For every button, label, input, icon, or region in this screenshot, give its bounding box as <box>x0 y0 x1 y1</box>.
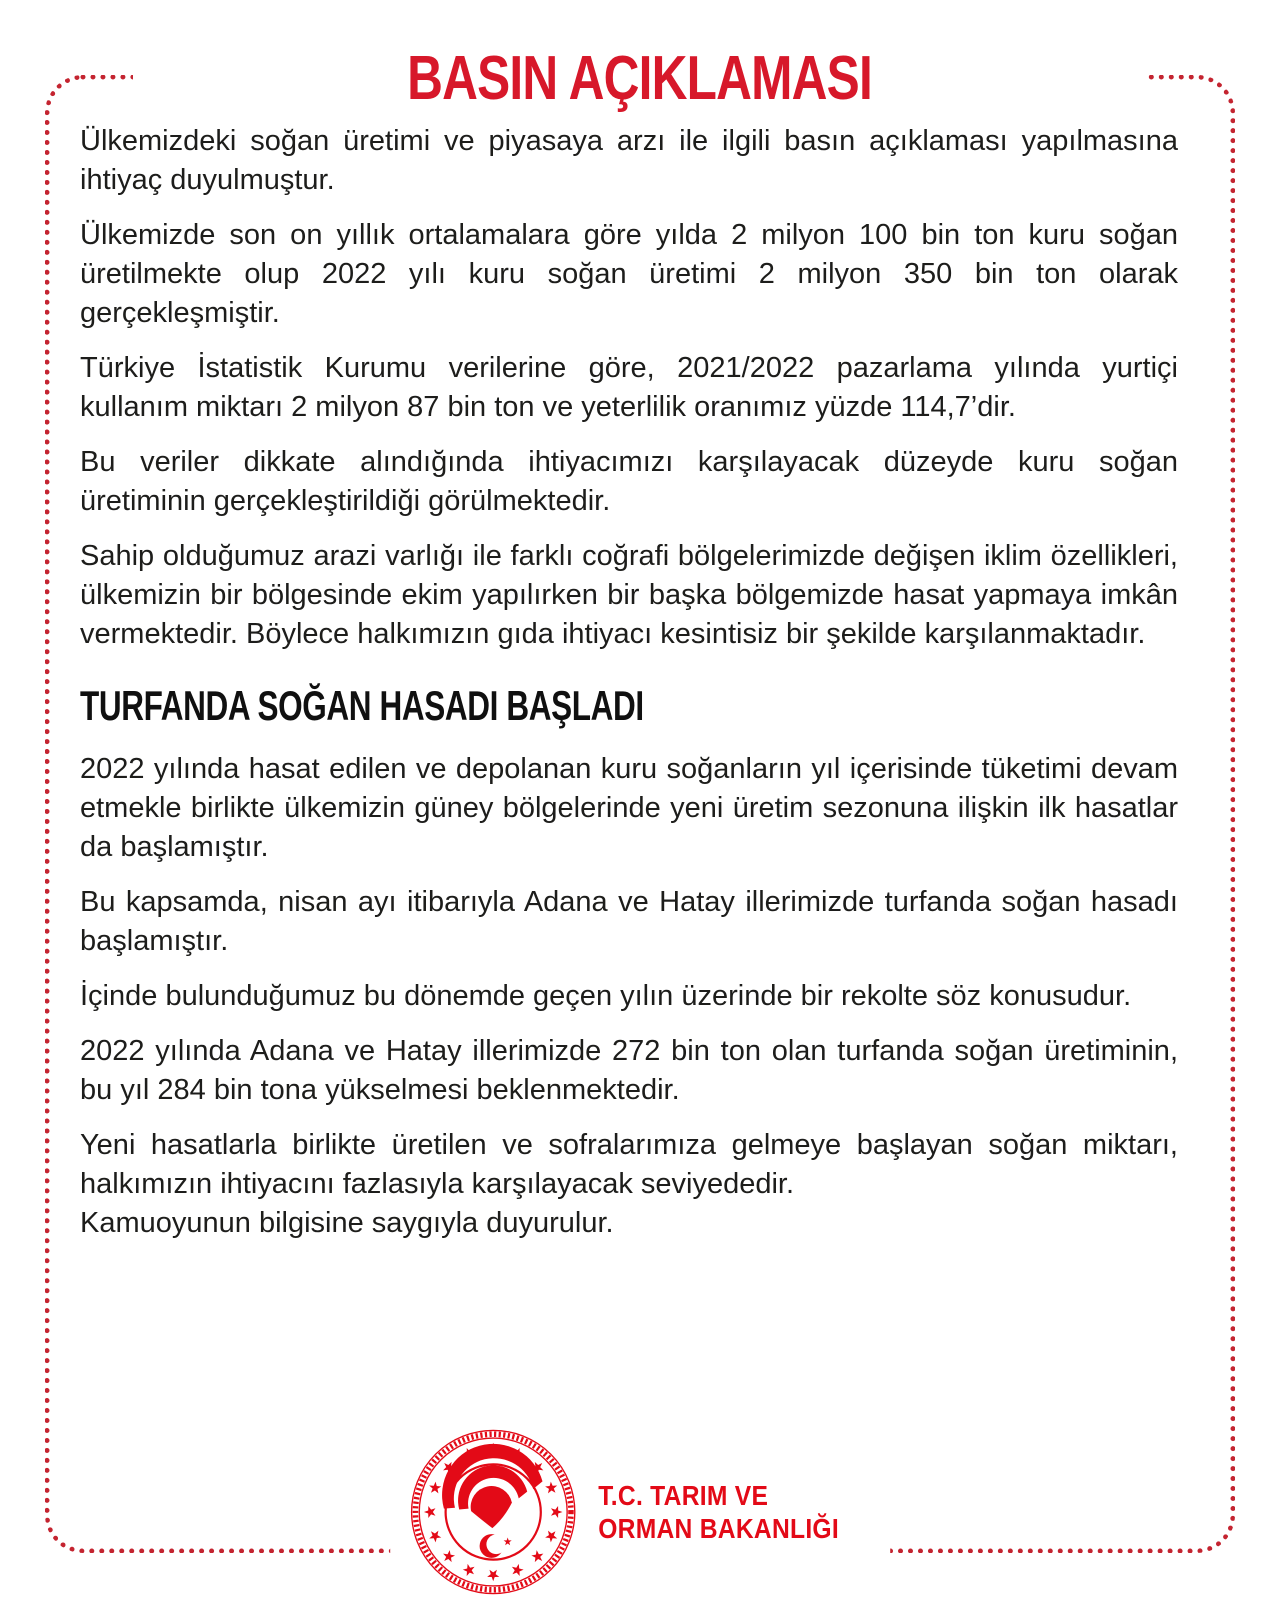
paragraph: 2022 yılında Adana ve Hatay illerimizde 272 bin ton olan turfanda soğan üretiminin, bu yıl 284 bin tona yükselmesi beklenmektedir. <box>80 1035 1178 1106</box>
paragraph: Yeni hasatlarla birlikte üretilen ve sofralarımıza gelmeye başlayan soğan miktarı, halkımızın ihtiyacını fazlasıyla karşılayacak seviyededir. <box>80 1129 1178 1200</box>
ministry-emblem-icon <box>408 1427 578 1597</box>
paragraph: Ülkemizde son on yıllık ortalamalara göre yılda 2 milyon 100 bin ton kuru soğan üretilmekte olup 2022 yılı kuru soğan üretimi 2 milyon 350 bin ton olarak gerçekleşmiştir. <box>80 219 1178 329</box>
paragraph: 2022 yılında hasat edilen ve depolanan kuru soğanların yıl içerisinde tüketimi devam etmekle birlikte ülkemizin güney bölgelerinde yeni üretim sezonuna ilişkin ilk hasatlar da başlamıştır. <box>80 753 1178 863</box>
page-title: BASIN AÇIKLAMASI <box>407 43 873 113</box>
ministry-logo-block <box>390 1424 890 1600</box>
paragraph: İçinde bulunduğumuz bu dönemde geçen yılın üzerinde bir rekolte söz konusudur. <box>80 980 1132 1012</box>
section-subheading: TURFANDA SOĞAN HASADI BAŞLADI <box>80 682 644 729</box>
ministry-name-line1: T.C. TARIM VE <box>598 1480 769 1511</box>
title-band <box>133 38 1147 118</box>
press-release-body <box>80 122 1178 1243</box>
paragraph: Bu kapsamda, nisan ayı itibarıyla Adana ve Hatay illerimizde turfanda soğan hasadı başlamıştır. <box>80 886 1178 957</box>
paragraph: Türkiye İstatistik Kurumu verilerine göre, 2021/2022 pazarlama yılında yurtiçi kullanım miktarı 2 milyon 87 bin ton ve yeterlilik oranımız yüzde 114,7’dir. <box>80 352 1178 423</box>
paragraph: Bu veriler dikkate alındığında ihtiyacımızı karşılayacak düzeyde kuru soğan üretiminin gerçekleştirildiği görülmektedir. <box>80 446 1178 517</box>
ministry-name <box>598 1479 839 1545</box>
closing-line: Kamuoyunun bilgisine saygıyla duyurulur. <box>80 1207 614 1239</box>
ministry-name-line2: ORMAN BAKANLIĞI <box>598 1513 839 1544</box>
paragraph: Sahip olduğumuz arazi varlığı ile farklı coğrafi bölgelerimizde değişen iklim özellikleri, ülkemizin bir bölgesinde ekim yapılırken bir başka bölgemizde hasat yapmaya imkân vermektedir. Böylece halkımızın gıda ihtiyacı kesintisiz bir şekilde karşılanmaktadır. <box>80 540 1178 650</box>
paragraph: Ülkemizdeki soğan üretimi ve piyasaya arzı ile ilgili basın açıklaması yapılmasına ihtiyaç duyulmuştur. <box>80 125 1178 196</box>
